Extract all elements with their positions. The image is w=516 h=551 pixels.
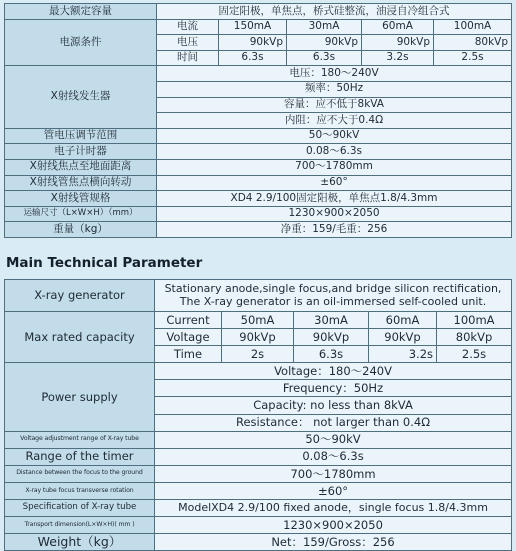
chinese-spec-table [4, 3, 512, 238]
power-capacity: Capacity: no less than 8kVA [155, 397, 512, 414]
time-value: 2.5s [437, 346, 512, 363]
voltage-value: 90kVp [362, 35, 434, 51]
tube-voltage-value: 50～90kV [157, 128, 512, 144]
power-frequency: Frequency：50Hz [155, 380, 512, 397]
focus-distance-value: 700～1780mm [157, 159, 512, 175]
rotation-label: X-ray tube focus transverse rotation [5, 482, 155, 499]
rated-capacity-value: 固定阳极，单焦点，桥式硅整流，油浸自冷组合式 [157, 4, 512, 20]
english-spec-table [4, 279, 512, 551]
generator-value-line-2: The X-ray generator is an oil-immersed self-cooled unit. [179, 294, 487, 308]
table-row [5, 206, 512, 222]
weight-label: 重量（kg） [5, 222, 157, 238]
transport-value: 1230×900×2050 [155, 517, 512, 534]
table-row [5, 144, 512, 160]
table-row [5, 128, 512, 144]
time-value: 6.3s [294, 346, 369, 363]
tube-voltage-label: 管电压调节范围 [5, 128, 157, 144]
generator-capacity: 容量：应不低于8kVA [157, 97, 512, 113]
time-value: 2.5s [434, 50, 512, 66]
focus-distance-label: Distance between the focus to the ground [5, 465, 155, 482]
table-row [5, 363, 512, 380]
voltage-value: 90kVp [222, 329, 294, 346]
voltage-value: 90kVp [287, 35, 362, 51]
voltage-value: 90kVp [369, 329, 437, 346]
voltage-value: 90kVp [219, 35, 287, 51]
rotation-value: ±60° [157, 175, 512, 191]
tube-voltage-value: 50～90kV [155, 431, 512, 448]
voltage-value: 80kVp [437, 329, 512, 346]
power-voltage: Voltage：180～240V [155, 363, 512, 380]
generator-value-line-1: Stationary anode,single focus,and bridge silicon rectification, [164, 282, 502, 296]
generator-frequency: 频率：50Hz [157, 81, 512, 97]
time-value: 2s [222, 346, 294, 363]
power-condition-label: 电源条件 [5, 19, 157, 66]
power-resistance: Resistance： not larger than 0.4Ω [155, 414, 512, 431]
tube-voltage-label: Voltage adjustment range of X-ray tube [5, 431, 155, 448]
table-row [5, 448, 512, 465]
rotation-label: X射线管焦点横向转动 [5, 175, 157, 191]
table-row [5, 66, 512, 82]
table-row [5, 280, 512, 312]
table-row [5, 175, 512, 191]
current-value: 100mA [434, 19, 512, 35]
weight-value: 净重：159/毛重：256 [157, 222, 512, 238]
row-label-time: 时间 [157, 50, 219, 66]
max-capacity-label: Max rated capacity [5, 312, 155, 363]
generator-label: X射线发生器 [5, 66, 157, 128]
time-value: 6.3s [219, 50, 287, 66]
power-supply-label: Power supply [5, 363, 155, 431]
time-value: 3.2s [369, 346, 437, 363]
generator-value [155, 280, 512, 312]
row-label-voltage: Voltage [155, 329, 222, 346]
table-row [5, 312, 512, 329]
generator-resistance: 内阻：应不大于0.4Ω [157, 113, 512, 129]
timer-label: 电子计时器 [5, 144, 157, 160]
timer-value: 0.08～6.3s [157, 144, 512, 160]
tube-spec-label: X射线管规格 [5, 191, 157, 207]
current-value: 60mA [362, 19, 434, 35]
weight-value: Net：159/Gross：256 [155, 534, 512, 551]
table-row [5, 191, 512, 207]
table-row [5, 431, 512, 448]
current-value: 60mA [369, 312, 437, 329]
current-value: 30mA [294, 312, 369, 329]
focus-distance-label: X射线焦点至地面距离 [5, 159, 157, 175]
row-label-voltage: 电压 [157, 35, 219, 51]
time-value: 3.2s [362, 50, 434, 66]
timer-value: 0.08～6.3s [155, 448, 512, 465]
current-value: 50mA [222, 312, 294, 329]
transport-value: 1230×900×2050 [157, 206, 512, 222]
tube-spec-value: ModelXD4 2.9/100 fixed anode，single focus 1.8/4.3mm [155, 500, 512, 517]
table-row [5, 4, 512, 20]
timer-label: Range of the timer [5, 448, 155, 465]
current-value: 100mA [437, 312, 512, 329]
voltage-value: 90kVp [294, 329, 369, 346]
weight-label: Weight（kg） [5, 534, 155, 551]
generator-voltage: 电压：180～240V [157, 66, 512, 82]
voltage-value: 80kVp [434, 35, 512, 51]
table-row [5, 465, 512, 482]
transport-label: 运输尺寸（L×W×H）（mm） [5, 206, 157, 222]
row-label-time: Time [155, 346, 222, 363]
table-row [5, 222, 512, 238]
table-row [5, 534, 512, 551]
table-row [5, 159, 512, 175]
table-row [5, 517, 512, 534]
generator-label: X-ray generator [5, 280, 155, 312]
tube-spec-value: XD4 2.9/100固定阳极，单焦点1.8/4.3mm [157, 191, 512, 207]
rotation-value: ±60° [155, 482, 512, 499]
current-value: 150mA [219, 19, 287, 35]
section-title: Main Technical Parameter [6, 255, 203, 271]
rated-capacity-label: 最大额定容量 [5, 4, 157, 20]
time-value: 6.3s [287, 50, 362, 66]
tube-spec-label: Specification of X-ray tube [5, 500, 155, 517]
transport-label: Transport dimension(L×W×H)( mm ) [5, 517, 155, 534]
table-row [5, 500, 512, 517]
table-row [5, 19, 512, 35]
focus-distance-value: 700～1780mm [155, 465, 512, 482]
row-label-current: 电流 [157, 19, 219, 35]
current-value: 30mA [287, 19, 362, 35]
table-row [5, 482, 512, 499]
row-label-current: Current [155, 312, 222, 329]
